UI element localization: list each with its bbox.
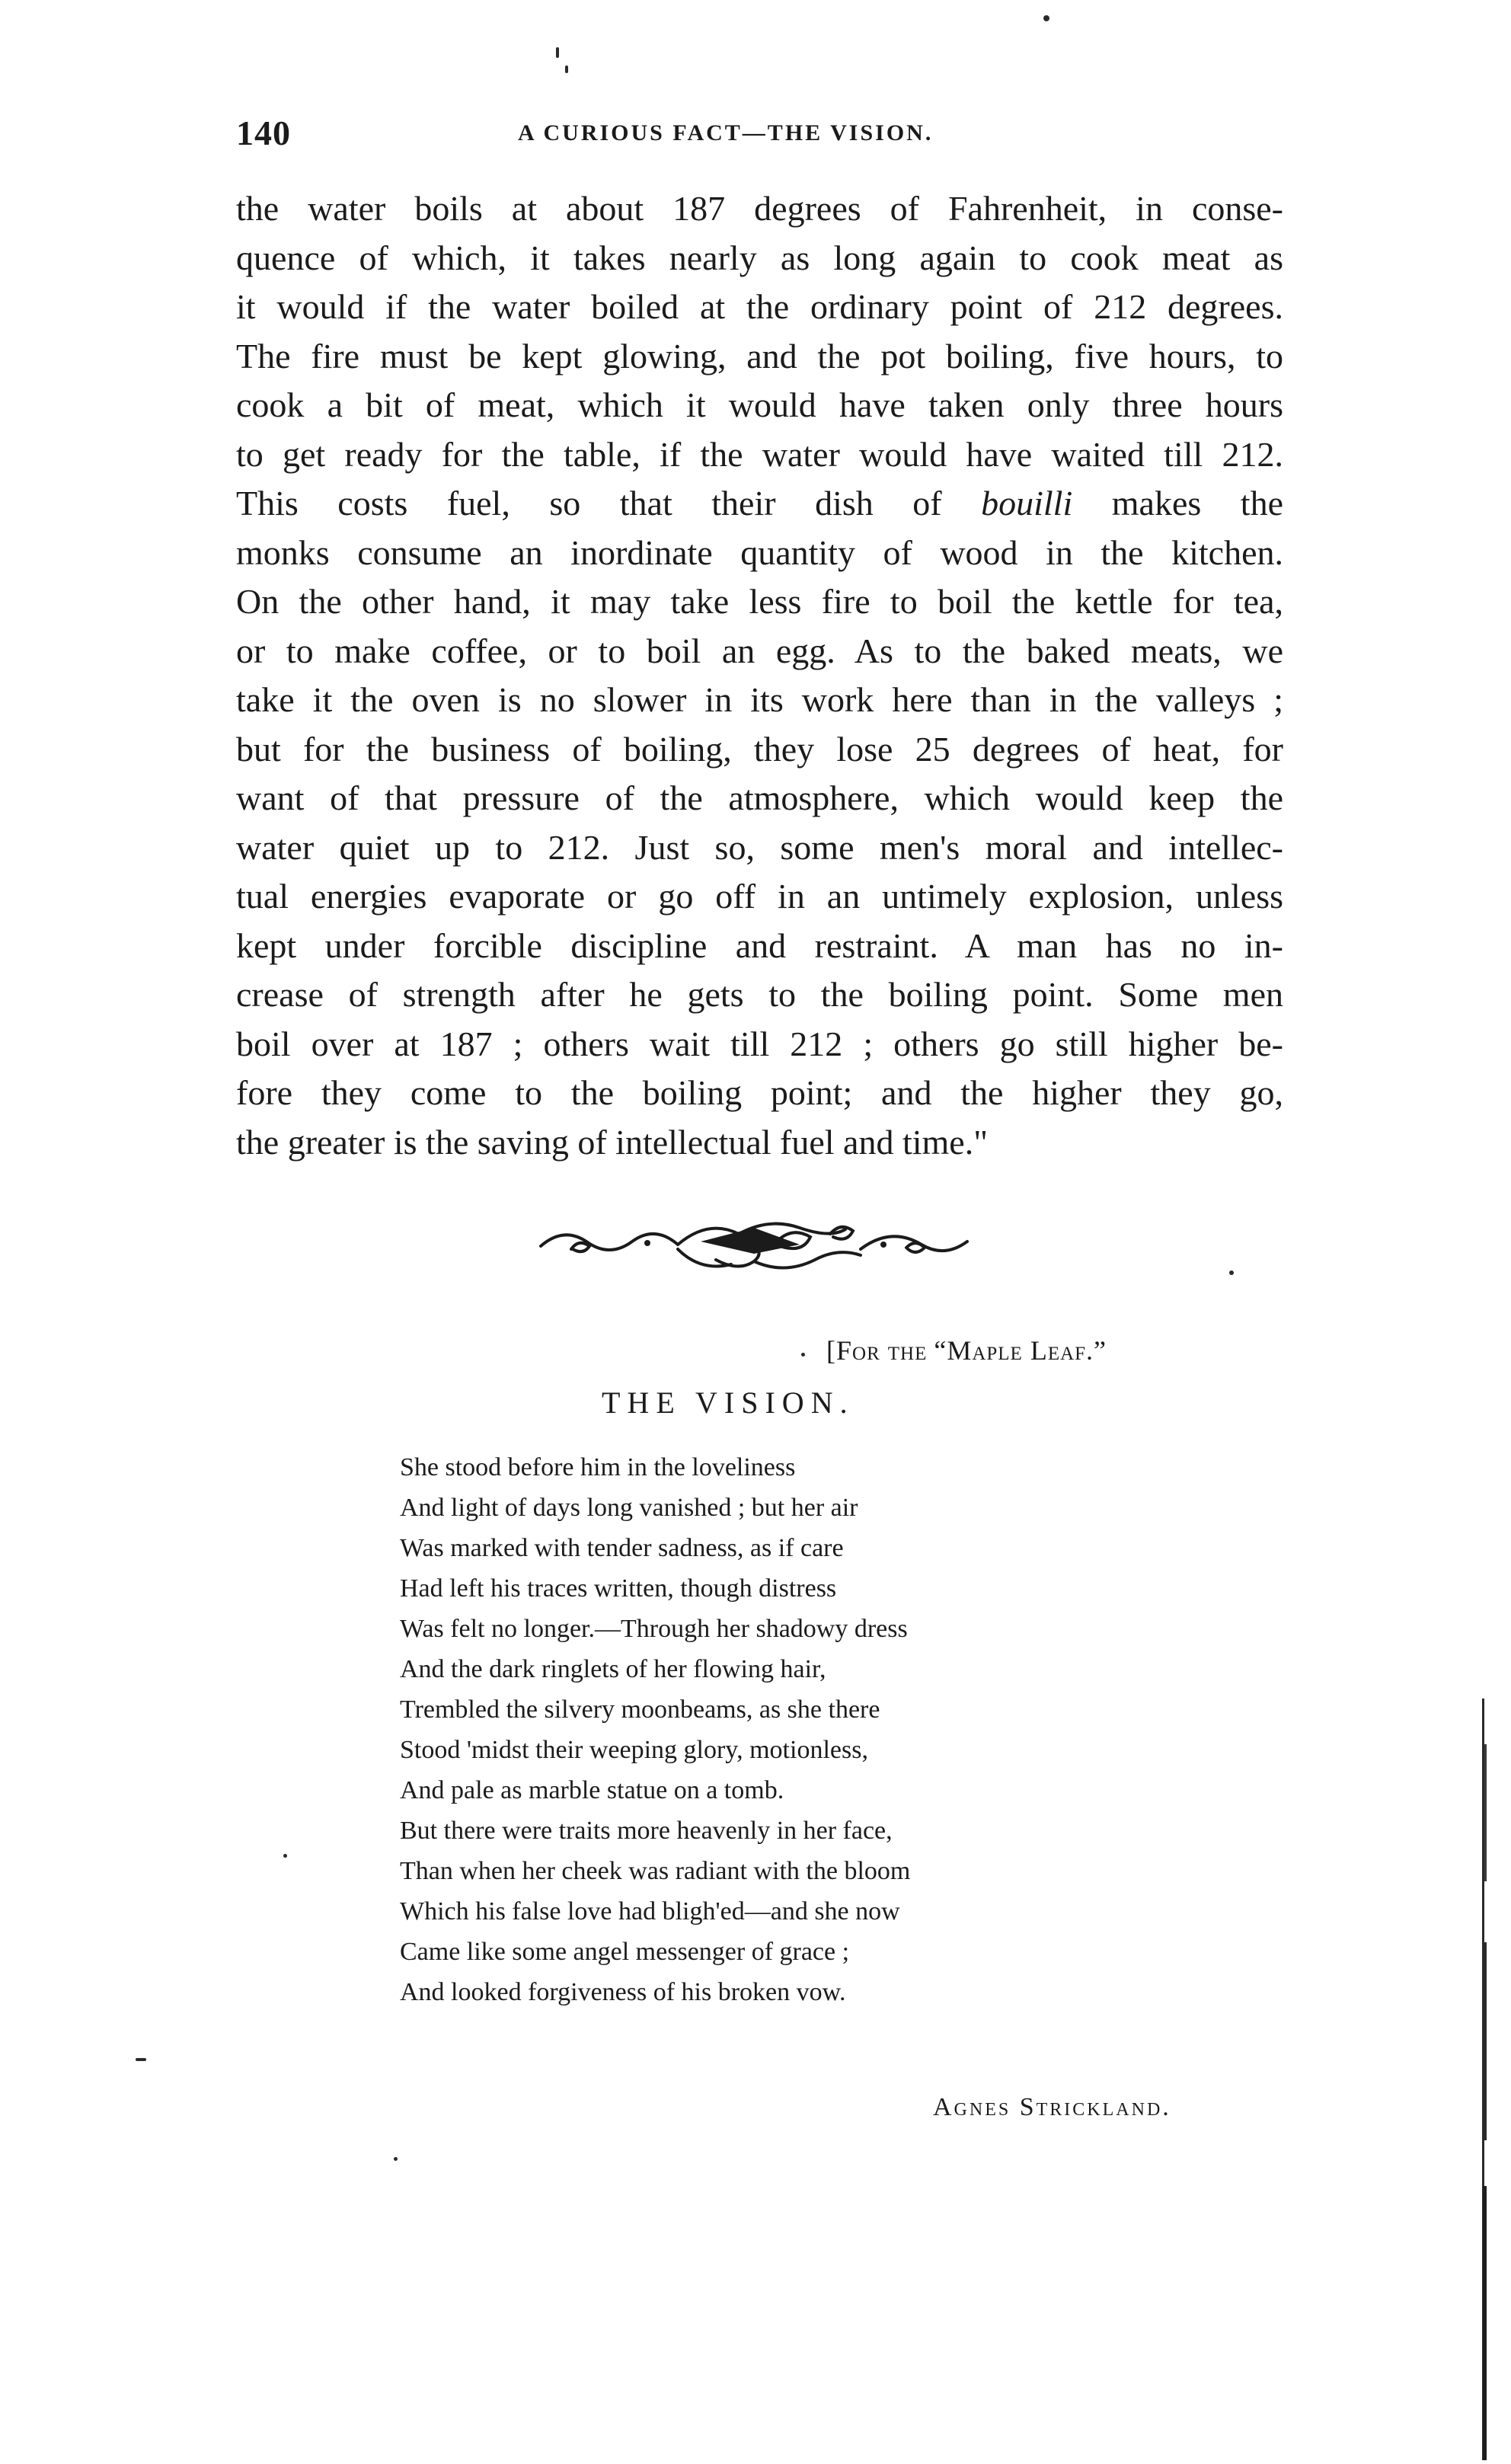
prose-line: the water boils at about 187 degrees of Fahrenheit, in conse-: [236, 189, 1283, 228]
poem-verse: Stood 'midst their weeping glory, motionless,: [400, 1736, 868, 1764]
prose-line: fore they come to the boiling point; and the higher they go,: [236, 1073, 1283, 1112]
ink-speck: [136, 2058, 146, 2061]
prose-line: kept under forcible discipline and restraint. A man has no in-: [236, 925, 1283, 965]
poem-author: Agnes Strickland.: [933, 2093, 1171, 2121]
page-number: 140: [236, 113, 291, 152]
poem-verse: Came like some angel messenger of grace ;: [400, 1938, 850, 1966]
running-title: A CURIOUS FACT—THE VISION.: [518, 120, 934, 145]
poem-body: [400, 1447, 1116, 2012]
prose-line: The fire must be kept glowing, and the pot boiling, five hours, to: [236, 336, 1283, 376]
ink-speck: [565, 66, 568, 73]
poem-verse: But there were traits more heavenly in her face,: [400, 1817, 893, 1845]
poem-title: THE VISION.: [602, 1385, 855, 1420]
prose-line: or to make coffee, or to boil an egg. As to the baked meats, we: [236, 631, 1283, 670]
ink-speck: [1043, 15, 1049, 21]
prose-line: On the other hand, it may take less fire to boil the kettle for tea,: [236, 582, 1283, 621]
ink-speck: [556, 47, 559, 58]
poem-verse: And light of days long vanished ; but her air: [400, 1494, 858, 1522]
ink-speck: [394, 2157, 398, 2161]
attribution-source: “Maple Leaf.”: [934, 1335, 1107, 1366]
poem-verse: And looked forgiveness of his broken vow.: [400, 1978, 846, 2006]
poem-verse: She stood before him in the loveliness: [400, 1453, 796, 1481]
poem-attribution: [826, 1334, 1107, 1366]
poem-verse: Was felt no longer.—Through her shadowy dress: [400, 1615, 908, 1643]
ink-speck: [801, 1353, 805, 1357]
prose-line: cook a bit of meat, which it would have taken only three hours: [236, 385, 1283, 424]
ink-speck: [1229, 1270, 1234, 1275]
prose-line: tual energies evaporate or go off in an untimely explosion, unless: [236, 877, 1283, 916]
prose-line: monks consume an inordinate quantity of wood in the kitchen.: [236, 532, 1283, 572]
poem-verse: And pale as marble statue on a tomb.: [400, 1776, 784, 1804]
prose-line-bouilli: This costs fuel, so that their dish of bouilli makes the: [236, 484, 1283, 523]
poem-verse: Trembled the silvery moonbeams, as she there: [400, 1695, 880, 1724]
prose-line: to get ready for the table, if the water would have waited till 212.: [236, 434, 1283, 474]
prose-line: take it the oven is no slower in its work here than in the valleys ;: [236, 680, 1283, 719]
poem-verse: Had left his traces written, though distress: [400, 1574, 837, 1603]
prose-line: water quiet up to 212. Just so, some men's moral and intellec-: [236, 827, 1283, 867]
prose-block: [236, 184, 1283, 1167]
prose-line: the greater is the saving of intellectual fuel and time.": [236, 1122, 988, 1162]
page-edge-shadow: [1481, 1699, 1488, 2460]
attribution-prefix: [For the: [826, 1335, 928, 1366]
prose-line: boil over at 187 ; others wait till 212 ; others go still higher be-: [236, 1024, 1283, 1063]
prose-line: quence of which, it takes nearly as long again to cook meat as: [236, 238, 1283, 277]
poem-verse: Than when her cheek was radiant with the bloom: [400, 1857, 911, 1885]
poem-verse: And the dark ringlets of her flowing hair,: [400, 1655, 826, 1683]
poem-verse: Was marked with tender sadness, as if care: [400, 1534, 844, 1562]
prose-line: but for the business of boiling, they lose 25 degrees of heat, for: [236, 729, 1283, 769]
prose-line: it would if the water boiled at the ordinary point of 212 degrees.: [236, 287, 1283, 326]
prose-line: want of that pressure of the atmosphere, which would keep the: [236, 778, 1283, 817]
prose-line: crease of strength after he gets to the boiling point. Some men: [236, 975, 1283, 1014]
poem-verse: Which his false love had bligh'ed—and she now: [400, 1897, 900, 1925]
decorative-flourish-icon: [525, 1211, 982, 1280]
italic-word: bouilli: [981, 484, 1073, 523]
ink-speck: [283, 1854, 287, 1858]
page-header: [236, 113, 1055, 161]
